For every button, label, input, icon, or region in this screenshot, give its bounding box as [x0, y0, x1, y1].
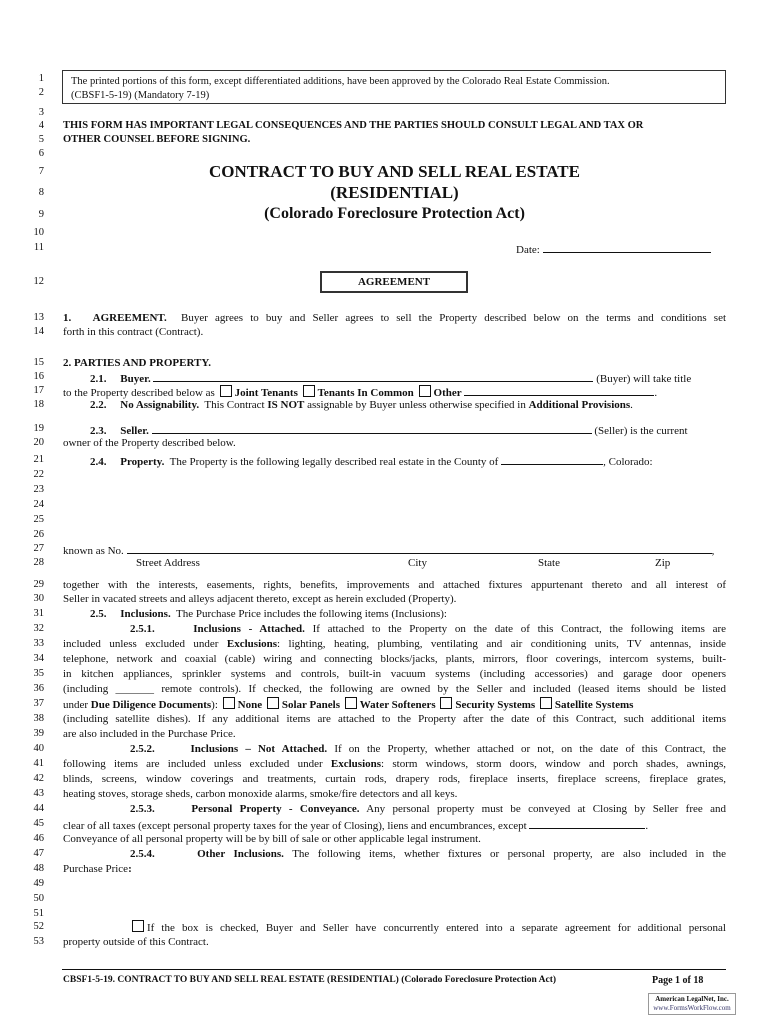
line-number: 8	[38, 187, 44, 198]
line-number: 16	[33, 371, 44, 382]
line41-c: : storm windows, storm doors, window and porch shades, awnings,	[381, 758, 726, 770]
line-number: 26	[33, 529, 44, 540]
s23-heading: Seller.	[120, 425, 149, 437]
line-number: 41	[33, 758, 44, 769]
s23-number: 2.3.	[90, 425, 107, 437]
s252-row	[130, 742, 726, 756]
line39: are also included in the Purchase Price.	[63, 728, 236, 740]
line48-b: :	[128, 863, 132, 875]
s254-number: 2.5.4.	[130, 848, 155, 860]
header-notice-box	[62, 70, 726, 104]
line-number: 31	[33, 608, 44, 619]
line-number: 9	[38, 209, 44, 220]
section1-line13	[63, 311, 726, 325]
line41-b: Exclusions	[330, 758, 382, 770]
line45-a: clear of all taxes (except personal property taxes for the year of Closing), liens and encumbrances, except	[63, 820, 527, 832]
s251-text: If attached to the Property on the date of this Contract, the following items are	[312, 623, 727, 635]
line-number: 34	[33, 653, 44, 664]
tenants-in-common-label: Tenants In Common	[317, 387, 414, 399]
line-number: 37	[33, 698, 44, 709]
line34: telephone, network and coaxial (cable) wiring and connecting blocks/jacks, plants, mirrors, floor coverings, intercom systems, built-	[63, 653, 726, 665]
publisher-name: American LegalNet, Inc.	[655, 995, 729, 1003]
s21-tail: (Buyer) will take title	[596, 373, 692, 385]
line-number: 4	[38, 120, 44, 131]
joint-tenants-label: Joint Tenants	[234, 387, 298, 399]
line-number: 23	[33, 484, 44, 495]
s251-number: 2.5.1.	[130, 623, 155, 635]
known-as-row: known as No. ,	[63, 542, 726, 558]
line38: (including satellite dishes). If any additional items are attached to the Property after the date of this Contract, such additional items	[63, 713, 726, 725]
security-systems-checkbox[interactable]	[440, 697, 452, 709]
line37-c: ):	[211, 699, 218, 711]
line-number: 52	[33, 921, 44, 932]
s23-line2: owner of the Property described below.	[63, 437, 236, 449]
seller-name-field[interactable]	[152, 422, 592, 434]
line-number: 51	[33, 908, 44, 919]
s254-row	[130, 847, 726, 861]
line-number: 28	[33, 557, 44, 568]
line-number: 50	[33, 893, 44, 904]
s24-heading: Property.	[120, 456, 165, 468]
line33-c: : lighting, heating, plumbing, ventilating and air conditioning units, TV antennas, inside	[277, 638, 727, 650]
s25-number: 2.5.	[90, 608, 107, 620]
line-number: 44	[33, 803, 44, 814]
satellite-systems-checkbox[interactable]	[540, 697, 552, 709]
section1-text1: Buyer agrees to buy and Seller agrees to sell the Property described below on the terms and conditions set	[180, 312, 727, 324]
water-softeners-checkbox[interactable]	[345, 697, 357, 709]
line46: Conveyance of all personal property will be by bill of sale or other applicable legal instrument.	[63, 833, 481, 845]
publisher-logo	[648, 993, 736, 1015]
line-number: 42	[33, 773, 44, 784]
line-number: 40	[33, 743, 44, 754]
s251-heading: Inclusions - Attached.	[193, 623, 305, 635]
footer-form-title: CBSF1-5-19. CONTRACT TO BUY AND SELL REAL ESTATE (RESIDENTIAL) (Colorado Foreclosure Protection Act)	[63, 975, 557, 985]
s22-number: 2.2.	[90, 399, 107, 411]
s251-row	[130, 622, 726, 636]
satellite-systems-label: Satellite Systems	[554, 699, 634, 711]
footer-page-number: Page 1 of 18	[652, 975, 704, 986]
line-number: 25	[33, 514, 44, 525]
line-number: 1	[38, 73, 44, 84]
buyer-name-field[interactable]	[153, 370, 593, 382]
s21-heading: Buyer.	[120, 373, 151, 385]
line-number: 47	[33, 848, 44, 859]
line33-a: included unless excluded under	[63, 638, 219, 650]
line-number: 38	[33, 713, 44, 724]
line-number: 32	[33, 623, 44, 634]
s22-heading: No Assignability.	[120, 399, 200, 411]
line-number: 33	[33, 638, 44, 649]
s22-row: 2.2. No Assignability. This Contract IS NOT assignable by Buyer unless otherwise specified in Additional Provisions.	[90, 399, 633, 411]
line-number: 17	[33, 385, 44, 396]
warning-line1: THIS FORM HAS IMPORTANT LEGAL CONSEQUENCES AND THE PARTIES SHOULD CONSULT LEGAL AND TAX OR	[63, 120, 644, 131]
s252-text: If on the Property, whether attached or not, on the date of this Contract, the	[334, 743, 727, 755]
county-field[interactable]	[501, 453, 603, 465]
line-number: 3	[38, 107, 44, 118]
other-inclusions-field[interactable]	[63, 877, 726, 919]
line33	[63, 637, 726, 651]
line-number: 20	[33, 437, 44, 448]
line-number: 22	[33, 469, 44, 480]
line45: clear of all taxes (except personal property taxes for the year of Closing), liens and encumbrances, except .	[63, 817, 726, 833]
line-number: 53	[33, 936, 44, 947]
title-options-row: to the Property described below as Joint Tenants Tenants In Common Other .	[63, 384, 726, 400]
line-number: 7	[38, 166, 44, 177]
line-number: 13	[33, 312, 44, 323]
line-number: 49	[33, 878, 44, 889]
line-number: 2	[38, 87, 44, 98]
line52-text: If the box is checked, Buyer and Seller have concurrently entered into a separate agreement for additional personal	[147, 922, 726, 934]
line42: blinds, screens, window coverings and treatments, curtain rods, drapery rods, fireplace inserts, fireplace screens, fireplace grates,	[63, 773, 726, 785]
city-caption: City	[408, 557, 427, 569]
line30: Seller in vacated streets and alleys adjacent thereto, except as herein excluded (Property).	[63, 593, 457, 605]
s253-heading: Personal Property - Conveyance.	[191, 803, 360, 815]
s23-tail: (Seller) is the current	[594, 425, 688, 437]
security-systems-label: Security Systems	[455, 699, 536, 711]
line53: property outside of this Contract.	[63, 936, 209, 948]
joint-tenants-checkbox[interactable]	[220, 385, 232, 397]
line-number: 14	[33, 326, 44, 337]
s25-text: The Purchase Price includes the following items (Inclusions):	[176, 608, 447, 620]
other-checkbox[interactable]	[419, 385, 431, 397]
line37-b: Due Diligence Documents	[90, 699, 212, 711]
s253-text: Any personal property must be conveyed at Closing by Seller free and	[366, 803, 726, 815]
line-number: 36	[33, 683, 44, 694]
line-number: 10	[33, 227, 44, 238]
line41-a: following items are included unless excluded under	[63, 758, 323, 770]
line37	[63, 697, 726, 712]
s254-heading: Other Inclusions.	[197, 848, 284, 860]
s22-text-b: IS NOT	[267, 399, 305, 411]
legal-description-field[interactable]	[63, 467, 726, 537]
zip-caption: Zip	[655, 557, 671, 569]
line29: together with the interests, easements, rights, benefits, improvements and attached fixtures appurtenant thereto and all interest of	[63, 579, 726, 591]
none-label: None	[237, 699, 263, 711]
s22-text-d: Additional Provisions	[528, 399, 631, 411]
s253-number: 2.5.3.	[130, 803, 155, 815]
street-address-field[interactable]	[127, 542, 712, 554]
s253-row	[130, 802, 726, 816]
title-line1: CONTRACT TO BUY AND SELL REAL ESTATE	[209, 162, 580, 181]
line-number: 5	[38, 134, 44, 145]
line-number: 45	[33, 818, 44, 829]
line41	[63, 757, 726, 771]
warning-line2: OTHER COUNSEL BEFORE SIGNING.	[63, 134, 251, 145]
line-number: 6	[38, 148, 44, 159]
line-number: 15	[33, 357, 44, 368]
agreement-heading: AGREEMENT	[320, 271, 468, 293]
line-number: 21	[33, 454, 44, 465]
date-label: Date:	[516, 244, 540, 256]
s22-text-a: This Contract	[204, 399, 265, 411]
line-number: 35	[33, 668, 44, 679]
line33-b: Exclusions	[226, 638, 278, 650]
date-field[interactable]	[543, 241, 711, 253]
street-address-caption: Street Address	[136, 557, 200, 569]
header-notice-line2: (CBSF1-5-19) (Mandatory 7-19)	[71, 90, 210, 101]
line-number: 12	[33, 276, 44, 287]
line-number: 27	[33, 543, 44, 554]
s24-text: The Property is the following legally described real estate in the County of	[169, 456, 499, 468]
line48-a: Purchase Price	[63, 863, 129, 875]
line-number: 30	[33, 593, 44, 604]
line-number: 48	[33, 863, 44, 874]
s21-number: 2.1.	[90, 373, 107, 385]
water-softeners-label: Water Softeners	[359, 699, 436, 711]
line-number: 43	[33, 788, 44, 799]
section1-text2: forth in this contract (Contract).	[63, 326, 204, 338]
line-number: 19	[33, 423, 44, 434]
s252-heading: Inclusions – Not Attached.	[190, 743, 328, 755]
s24-number: 2.4.	[90, 456, 107, 468]
other-tenancy-field[interactable]	[464, 384, 654, 396]
s254-text: The following items, whether fixtures or personal property, are also included in the	[292, 848, 727, 860]
line36: (including _______ remote controls). If checked, the following are owned by the Seller and included (leased items should be listed	[63, 683, 726, 695]
s21-line2: to the Property described below as	[63, 387, 215, 399]
line-number: 29	[33, 579, 44, 590]
line-number: 18	[33, 399, 44, 410]
header-notice-line1: The printed portions of this form, except differentiated additions, have been approved by the Colorado Real Estate Commission.	[71, 76, 610, 87]
section1-number: 1.	[63, 312, 72, 324]
other-label: Other	[433, 387, 462, 399]
line-number: 39	[33, 728, 44, 739]
s24-tail: , Colorado:	[603, 456, 653, 468]
title-line3: (Colorado Foreclosure Protection Act)	[264, 205, 525, 222]
section1-heading: AGREEMENT.	[92, 312, 167, 324]
footer-rule	[62, 969, 726, 970]
known-as-label: known as No.	[63, 545, 124, 557]
state-caption: State	[538, 557, 560, 569]
s25-row	[90, 607, 726, 621]
tenants-in-common-checkbox[interactable]	[303, 385, 315, 397]
section2-heading: 2. PARTIES AND PROPERTY.	[63, 357, 212, 369]
solar-panels-label: Solar Panels	[281, 699, 341, 711]
line48	[63, 862, 726, 876]
s252-number: 2.5.2.	[130, 743, 155, 755]
s25-heading: Inclusions.	[120, 608, 171, 620]
date-row	[516, 241, 726, 257]
line-number: 24	[33, 499, 44, 510]
line-number: 11	[33, 242, 44, 253]
none-checkbox[interactable]	[223, 697, 235, 709]
encumbrances-except-field[interactable]	[529, 817, 645, 829]
line35: in kitchen appliances, sprinkler systems and controls, built-in vacuum systems (including accessories) and garage door openers	[63, 668, 726, 680]
line52	[132, 920, 726, 935]
separate-agreement-checkbox[interactable]	[132, 920, 144, 932]
line43: heating stoves, storage sheds, carbon monoxide alarms, smoke/fire detectors and all keys.	[63, 788, 458, 800]
s22-text-c: assignable by Buyer unless otherwise specified in	[307, 399, 526, 411]
line-number: 46	[33, 833, 44, 844]
line37-a: under	[63, 699, 89, 711]
publisher-url[interactable]: www.FormsWorkFlow.com	[653, 1004, 731, 1012]
title-line2: (RESIDENTIAL)	[330, 183, 459, 202]
solar-panels-checkbox[interactable]	[267, 697, 279, 709]
